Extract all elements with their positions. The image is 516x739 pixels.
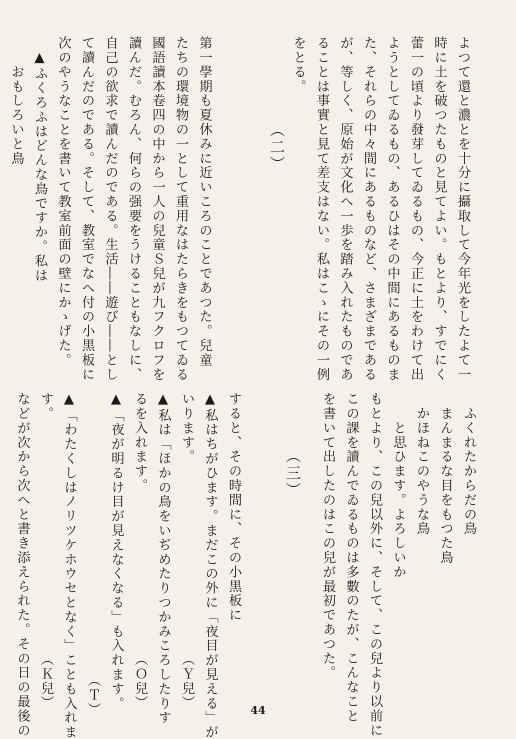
text-column: ようとしてゐるもの、あるひはその中間にあるものま xyxy=(384,36,400,382)
page-number: 44 xyxy=(250,704,266,717)
text-column: を書いて出したのはこの兒が最初であつた。 xyxy=(320,392,335,680)
text-column: す。 （Ｋ兒） xyxy=(38,392,53,710)
text-column: 時に土を破つたものと見てよい。もとより、すでにく xyxy=(431,36,447,382)
text-column xyxy=(263,36,287,358)
text-column: おもしろいと鳥 xyxy=(8,36,24,166)
text-column: 蕾一の頃より發芽してゐるもの、今正に土をわけて出 xyxy=(408,36,423,382)
text-column: て讀んだのである。そして、教室でなへ付の小黒板に xyxy=(79,36,94,382)
text-column: と思ひます。よろしいか xyxy=(390,392,406,580)
text-column xyxy=(269,392,293,710)
text-column: もとより、この兒以外に、そして、この兒より以前に xyxy=(367,392,382,738)
text-column xyxy=(245,392,269,710)
text-column: ▲ふくろふはどんな鳥ですか。私は xyxy=(32,36,47,283)
text-column: ▲私は「ほかの鳥をいぢめたりつかみころしたりす xyxy=(155,392,171,725)
text-column: ることは事實と見て差支はない。私はこゝにその一例 xyxy=(314,36,329,382)
text-column: この課を讀んでゐるものは多數のたが、こんなこと xyxy=(343,392,359,724)
text-column: ▲「わたくしはノリツケホウセとなく」ことも入れま xyxy=(61,392,77,739)
section-heading-2: （二） xyxy=(268,122,286,173)
text-column: 第一學期も夏休みに近いころのことであつた。兒童 xyxy=(196,36,212,368)
text-column: かほねこのやうな鳥 xyxy=(414,392,429,536)
text-column xyxy=(239,36,263,358)
section-heading-3: （三） xyxy=(284,448,302,499)
text-column: ▲私はちがひます。まだこの外に「夜目が見える」が xyxy=(202,392,218,739)
text-column: 讀んだ。むろん、何らの强要をうけることもなしに、 xyxy=(126,36,141,382)
text-column: ふくれたからだの鳥 xyxy=(461,392,476,536)
text-column: ▲「夜が明るけ目が見えなくなる」も入れます。 xyxy=(108,392,124,711)
text-column: などが次から次へと書き添えられた。その日の最後の xyxy=(14,392,30,738)
text-column: た、それらの中々間にあるものなど、さまざまである xyxy=(361,36,376,382)
text-column: 自己の欲求で讀んだのである。生活――遊び――とし xyxy=(102,36,118,382)
text-column: まんまるな目をもつた鳥 xyxy=(437,392,453,565)
text-column: すると、その時間に、その小黒板に xyxy=(226,392,241,623)
text-column: よつて還と濃とを十分に攝取して今年光をしたよて一 xyxy=(455,36,470,382)
text-column xyxy=(216,36,240,358)
upper-text-block xyxy=(4,36,474,382)
text-column: が、等しく、原始が文化へ一歩を踏み入れたものであ xyxy=(337,36,353,382)
text-column: （Ｔ） xyxy=(85,392,100,717)
text-column: をとる。 xyxy=(290,36,306,94)
text-column: 國語讀本卷四の中から一人の兒童Ｓ兒が九フクロフを xyxy=(149,36,165,382)
text-column: るを入れます。 （Ｏ兒） xyxy=(132,392,147,710)
text-column xyxy=(292,392,316,710)
text-column: たちの環境物の一として重用なはたらきをもつてゐる xyxy=(173,36,188,382)
text-column: いります。 （Ｙ兒） xyxy=(179,392,194,710)
text-column: 次のやうなことを書いて教室前面の壁にかゝげた。 xyxy=(55,36,71,368)
